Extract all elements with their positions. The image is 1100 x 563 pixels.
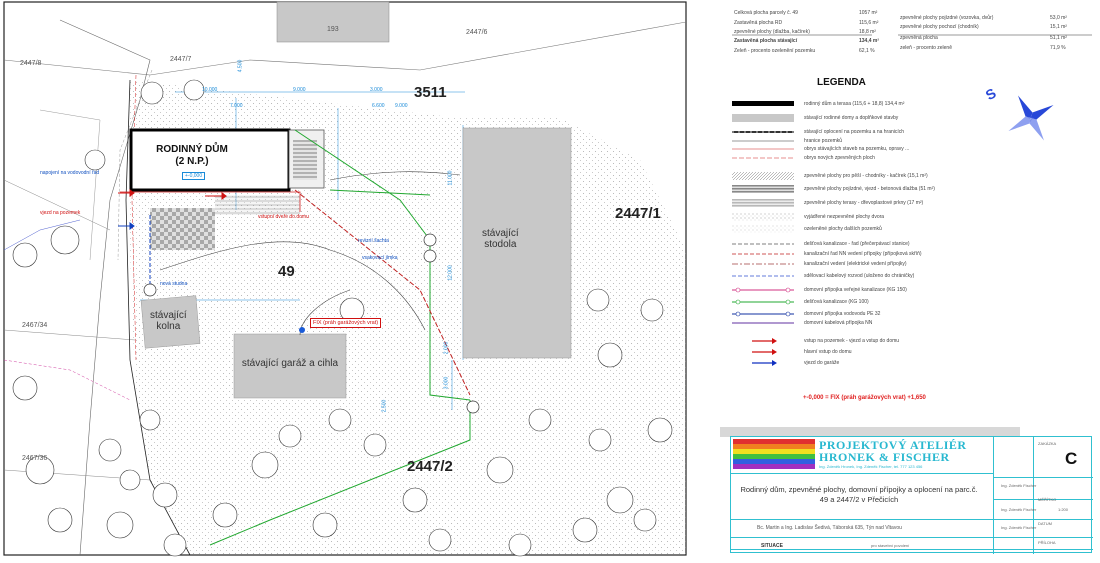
area-row-right-1-label: zpevněné plochy pojízdné (vozovka, dvůr) — [900, 15, 994, 21]
legend-symbol-pink — [732, 286, 794, 294]
legend-item-label: kanalizační vedení (elektrické vedení přípojky) — [804, 261, 907, 267]
legend-item — [732, 137, 1062, 145]
house-title-line1: RODINNÝ DŮM — [156, 144, 228, 155]
tb-scale-value: 1:200 — [1058, 507, 1069, 512]
tb-label-order: ZAKÁZKA — [1038, 441, 1057, 446]
legend-symbol-arrowblue — [732, 359, 794, 367]
area-row-left-4-label: Zastavěná plocha stávající — [734, 38, 798, 44]
dim-2: 9.000 — [293, 87, 306, 93]
area-row-left-2-label: Zastavěná plocha RD — [734, 20, 783, 26]
legend-symbol-green — [732, 298, 794, 306]
legend-item — [732, 128, 1062, 136]
legend-item-label: sdělovací kabelový rozvod (uloženo do chráničky) — [804, 273, 915, 279]
area-row-left-5-value: 62,1 % — [859, 48, 875, 54]
legend-symbol-redthin — [732, 145, 794, 153]
legend-item — [732, 250, 1062, 258]
dim-8: 3.000 — [443, 376, 450, 390]
area-row-left-3-value: 18,8 m² — [859, 29, 876, 35]
legend-symbol-dots — [732, 213, 794, 221]
legend-symbol-grey — [732, 114, 794, 122]
dim-3: 3.000 — [370, 87, 383, 93]
area-row-right-4-label: zeleň - procento zeleně — [900, 45, 952, 51]
area-row-left-4 — [734, 38, 880, 44]
revision-letter: C — [1065, 449, 1078, 468]
legend-item-label: vstup na pozemek - vjezd a vstup do domu — [804, 338, 900, 344]
tb-label-appendix: PŘÍLOHA — [1038, 540, 1056, 545]
sheet-name: SITUACE — [761, 543, 783, 549]
tb-author-3: Ing. Zdeněk Fischer — [1001, 525, 1037, 530]
firm-contact: Ing. Zdeněk Hronek, Ing. Zdeněk Fischer, tel. 777 123 456 — [819, 464, 923, 469]
legend-item-label: obrys nových zpevněných ploch — [804, 155, 875, 161]
legend-item-label: obrys stávajících staveb na pozemku, opravy ... — [804, 146, 910, 152]
parcel-left-bottom-label: 2467/36 — [22, 455, 48, 462]
area-row-right-4 — [900, 45, 1066, 51]
legend-item-label: dešťová kanalizace (KG 100) — [804, 299, 869, 305]
house-title-line2: (2 N.P.) — [175, 156, 209, 167]
legend-item-label: stávající oplocení na pozemku a na hranicích — [804, 129, 905, 135]
parcel-2447-2-label: 2447/2 — [407, 458, 453, 475]
tb-label-date: DATUM — [1038, 521, 1052, 526]
legend-symbol-redthin2 — [732, 154, 794, 162]
legend-title: LEGENDA — [817, 77, 866, 88]
legend-item — [732, 225, 1062, 233]
legend-item — [732, 240, 1062, 248]
note-front-door: vstupní dveře do domu — [258, 214, 309, 220]
note-inspection-shaft: revizní šachta — [358, 238, 389, 244]
client-name: Bc. Martin a Ing. Ladislav Šedivá, Táborská 635, Týn nad Vltavou — [757, 525, 902, 531]
area-row-right-2 — [900, 24, 1067, 30]
legend-symbol-dashred — [732, 250, 794, 258]
legend-item — [732, 100, 1062, 108]
fix-note: +-0,000 = FIX (práh garážových vrat) +1,650 — [803, 395, 926, 401]
house-number-193: 193 — [327, 26, 339, 33]
building-garaz-label: stávající garáž a cihla — [241, 358, 339, 369]
legend-item-label: rodinný dům a terasa (115,6 + 18,8) 134,4 m² — [804, 101, 905, 107]
firm-name — [819, 439, 967, 463]
legend-item — [732, 310, 1062, 318]
firm-name-line1: PROJEKTOVÝ ATELIÉR — [819, 438, 967, 452]
firm-name-line2: HRONEK & FISCHER — [819, 450, 950, 464]
legend-symbol-stripe2 — [732, 199, 794, 207]
legend-item — [732, 286, 1062, 294]
area-row-right-1-value: 53,0 m² — [1050, 15, 1067, 21]
legend-symbol-hatch — [732, 172, 794, 180]
legend-item — [732, 154, 1062, 162]
area-row-left-4-value: 134,4 m² — [859, 38, 880, 44]
legend-item — [732, 359, 1062, 367]
area-row-right-4-value: 71,9 % — [1050, 45, 1066, 51]
dim-11: 4.500 — [237, 59, 244, 73]
parcel-2447-7-label: 2447/7 — [170, 56, 192, 63]
note-driveway: vjezd na pozemek — [40, 210, 81, 216]
legend-item — [732, 298, 1062, 306]
tb-label-scale: MĚŘÍTKO — [1038, 497, 1057, 502]
legend-symbol-dots2 — [732, 225, 794, 233]
legend-symbol-dash — [732, 240, 794, 248]
legend-symbol-navy — [732, 310, 794, 318]
building-stodola-label: stávající stodola — [482, 228, 519, 250]
area-row-right-2-label: zpevněné plochy pochozí (chodník) — [900, 24, 979, 30]
legend-panel — [700, 0, 1100, 563]
legend-item — [732, 199, 1062, 207]
area-table-divider — [732, 34, 1092, 36]
legend-symbol-thin — [732, 137, 794, 145]
parcel-2447-1-label: 2447/1 — [615, 205, 661, 222]
parcel-2447-6-label: 2447/6 — [466, 29, 488, 36]
legend-item — [732, 213, 1062, 221]
sheet-note: pro stavební povolení — [871, 543, 910, 548]
fix-label: FIX (práh garážových vrat) — [310, 318, 381, 328]
dim-12: 2.500 — [381, 399, 388, 413]
legend-symbol-stripe — [732, 185, 794, 193]
compass-north-label: S — [982, 84, 999, 104]
legend-item-label: stávající rodinné domy a doplňkové stavby — [804, 115, 899, 121]
legend-symbol-thick — [732, 100, 794, 108]
legend-item-label: zpevněné plochy terasy - dřevoplastové prkny (17 m²) — [804, 200, 924, 206]
legend-item-label: ozeleněné plochy dalších pozemků — [804, 226, 882, 232]
legend-symbol-arrowred2 — [732, 348, 794, 356]
area-row-right-3-value: 51,1 m² — [1050, 35, 1067, 41]
dim-1: 10.000 — [202, 87, 218, 93]
legend-item — [732, 172, 1062, 180]
dim-7: 2.000 — [443, 341, 450, 355]
dim-6: 12.000 — [447, 265, 454, 281]
legend-item-label: hranice pozemků — [804, 138, 843, 144]
note-soakaway: vsakovací jímka — [362, 255, 398, 261]
legend-symbol-dashblue — [732, 272, 794, 280]
dim-9: 6.600 — [372, 103, 385, 109]
area-row-left-1-label: Celková plocha parcely č. 49 — [734, 10, 798, 16]
area-row-right-1 — [900, 15, 1067, 21]
legend-item-label: zpevněné plochy pro pěší - chodníky - kačírek (15,1 m²) — [804, 173, 928, 179]
legend-item — [732, 145, 1062, 153]
house-title — [152, 144, 232, 168]
legend-item-label: vjezd do garáže — [804, 360, 840, 366]
legend-item-label: hlavní vstup do domu — [804, 349, 852, 355]
legend-item-label: domovní kabelová přípojka NN — [804, 320, 873, 326]
tb-author-2: Ing. Zdeněk Fischer — [1001, 507, 1037, 512]
project-description: Rodinný dům, zpevněné plochy, domovní přípojky a oplocení na parc.č. 49 a 2447/2 v Přečicích — [740, 485, 978, 504]
legend-item — [732, 260, 1062, 268]
legend-symbol-purple — [732, 319, 794, 327]
dim-5: 11.000 — [447, 170, 454, 186]
area-row-left-1 — [734, 10, 878, 16]
legend-item-label: domovní přípojka veřejné kanalizace (KG 150) — [804, 287, 907, 293]
dim-10: 9.000 — [395, 103, 408, 109]
legend-item — [732, 319, 1062, 327]
note-water-connection: napojení na vodovodní řad — [40, 170, 100, 176]
legend-item — [732, 272, 1062, 280]
legend-item-label: kanalizační řad NN vedení přípojky (přípojková skříň) — [804, 251, 922, 257]
area-row-left-2 — [734, 20, 879, 26]
firm-logo-icon — [733, 439, 815, 469]
parcel-left-top-label: 2447/8 — [20, 60, 42, 67]
legend-symbol-fence — [732, 128, 794, 136]
parcel-left-mid-label: 2467/34 — [22, 322, 48, 329]
area-row-right-2-value: 15,1 m² — [1050, 24, 1067, 30]
area-row-left-3-label: zpevněné plochy (dlažba, kačírek) — [734, 29, 810, 35]
legend-item-label: domovní přípojka vodovodu PE 32 — [804, 311, 881, 317]
legend-symbol-dashmix — [732, 260, 794, 268]
area-row-left-2-value: 115,6 m² — [859, 20, 879, 26]
dim-4: 7.000 — [230, 103, 243, 109]
area-row-left-5 — [734, 48, 875, 54]
legend-item-label: zpevněné plochy pojízdné, vjezd - betonová dlažba (51 m²) — [804, 186, 935, 192]
house-level: +-0,000 — [182, 172, 205, 180]
legend-item — [732, 185, 1062, 193]
parcel-49-label: 49 — [278, 263, 295, 280]
note-well: nová studna — [160, 281, 188, 287]
legend-item — [732, 114, 1062, 122]
legend-symbol-arrowred — [732, 337, 794, 345]
legend-item-label: dešťová kanalizace - řad (přečerpávací stanice) — [804, 241, 910, 247]
tb-author-1: Ing. Zdeněk Fischer — [1001, 483, 1037, 488]
legend-item-label: vyjádřené nezpevněné plochy dvora — [804, 214, 885, 220]
legend-item — [732, 348, 1062, 356]
parcel-3511-label: 3511 — [414, 84, 447, 101]
title-block — [730, 436, 1092, 553]
area-row-left-5-label: Zeleň - procento ozelenění pozemku — [734, 48, 816, 54]
legend-item — [732, 337, 1062, 345]
building-kolna-label: stávající kolna — [150, 310, 187, 332]
area-row-right-3-label: zpevněná plocha — [900, 35, 938, 41]
area-row-left-1-value: 1057 m² — [859, 10, 878, 16]
